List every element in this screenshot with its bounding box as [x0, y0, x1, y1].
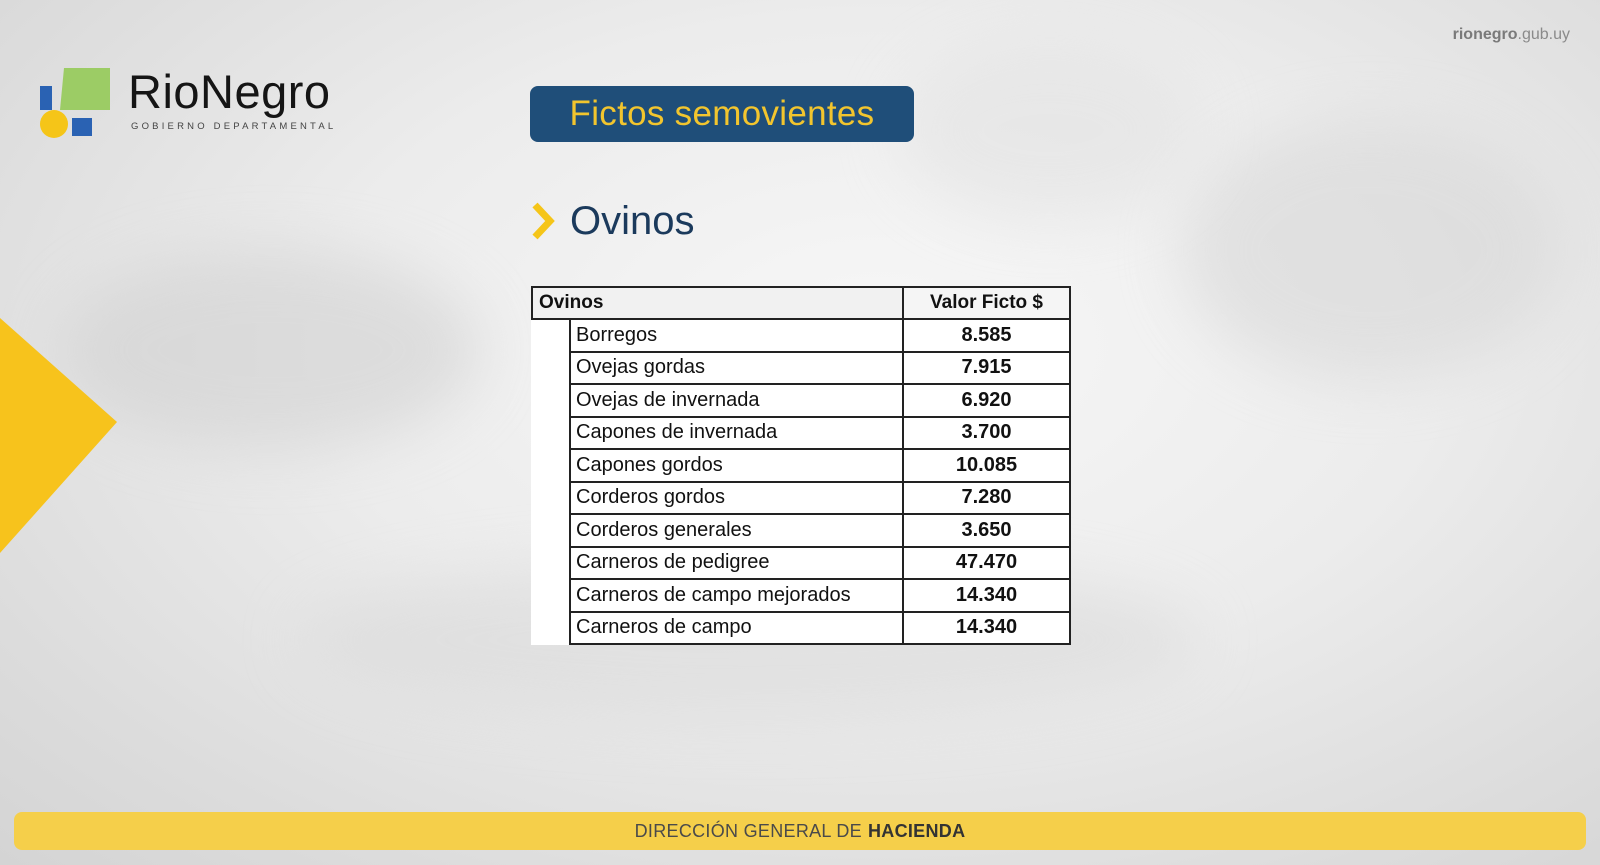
background-blur [60, 250, 480, 450]
row-value: 14.340 [902, 613, 1071, 646]
row-value: 6.920 [902, 385, 1071, 418]
slide-title: Fictos semovientes [569, 94, 875, 133]
footer-prefix: DIRECCIÓN GENERAL DE [634, 820, 862, 841]
row-name: Ovejas gordas [569, 353, 902, 386]
row-value: 3.700 [902, 418, 1071, 451]
row-value: 14.340 [902, 580, 1071, 613]
row-name: Ovejas de invernada [569, 385, 902, 418]
ovinos-table [531, 286, 1071, 645]
row-name: Carneros de campo mejorados [569, 580, 902, 613]
header-cell-category: Ovinos [531, 286, 902, 320]
table-row [569, 450, 1071, 483]
logo-name: RioNegro [128, 65, 331, 118]
table-row [569, 515, 1071, 548]
row-value: 8.585 [902, 320, 1071, 353]
table-row [569, 385, 1071, 418]
header-cell-value: Valor Ficto $ [902, 286, 1071, 320]
row-value: 3.650 [902, 515, 1071, 548]
logo-mark-icon [38, 66, 118, 146]
footer-emphasis: HACIENDA [867, 820, 966, 841]
row-value: 7.915 [902, 353, 1071, 386]
footer-bar [14, 812, 1586, 850]
chevron-right-icon [530, 201, 556, 241]
row-value: 10.085 [902, 450, 1071, 483]
table-row [569, 418, 1071, 451]
section-title: Ovinos [570, 198, 695, 243]
row-value: 47.470 [902, 548, 1071, 581]
background-blur [1180, 120, 1560, 380]
site-url-suffix: .gub.uy [1517, 26, 1570, 43]
decorative-triangle-icon [0, 318, 120, 553]
site-url[interactable] [1453, 26, 1570, 44]
row-name: Capones gordos [569, 450, 902, 483]
logo [38, 66, 358, 146]
row-name: Corderos generales [569, 515, 902, 548]
table-row [569, 613, 1071, 646]
table-row [569, 320, 1071, 353]
section-heading [530, 196, 695, 246]
table-header [531, 286, 1071, 320]
table-row [569, 483, 1071, 516]
site-url-domain: rionegro [1452, 26, 1518, 43]
table-row [569, 353, 1071, 386]
row-name: Borregos [569, 320, 902, 353]
background-blur [900, 40, 1200, 220]
row-value: 7.280 [902, 483, 1071, 516]
table-row [569, 580, 1071, 613]
row-name: Capones de invernada [569, 418, 902, 451]
row-name: Carneros de pedigree [569, 548, 902, 581]
table-row [569, 548, 1071, 581]
row-name: Corderos gordos [569, 483, 902, 516]
slide-title-box [530, 86, 914, 142]
row-name: Carneros de campo [569, 613, 902, 646]
logo-subtitle: GOBIERNO DEPARTAMENTAL [131, 121, 337, 132]
